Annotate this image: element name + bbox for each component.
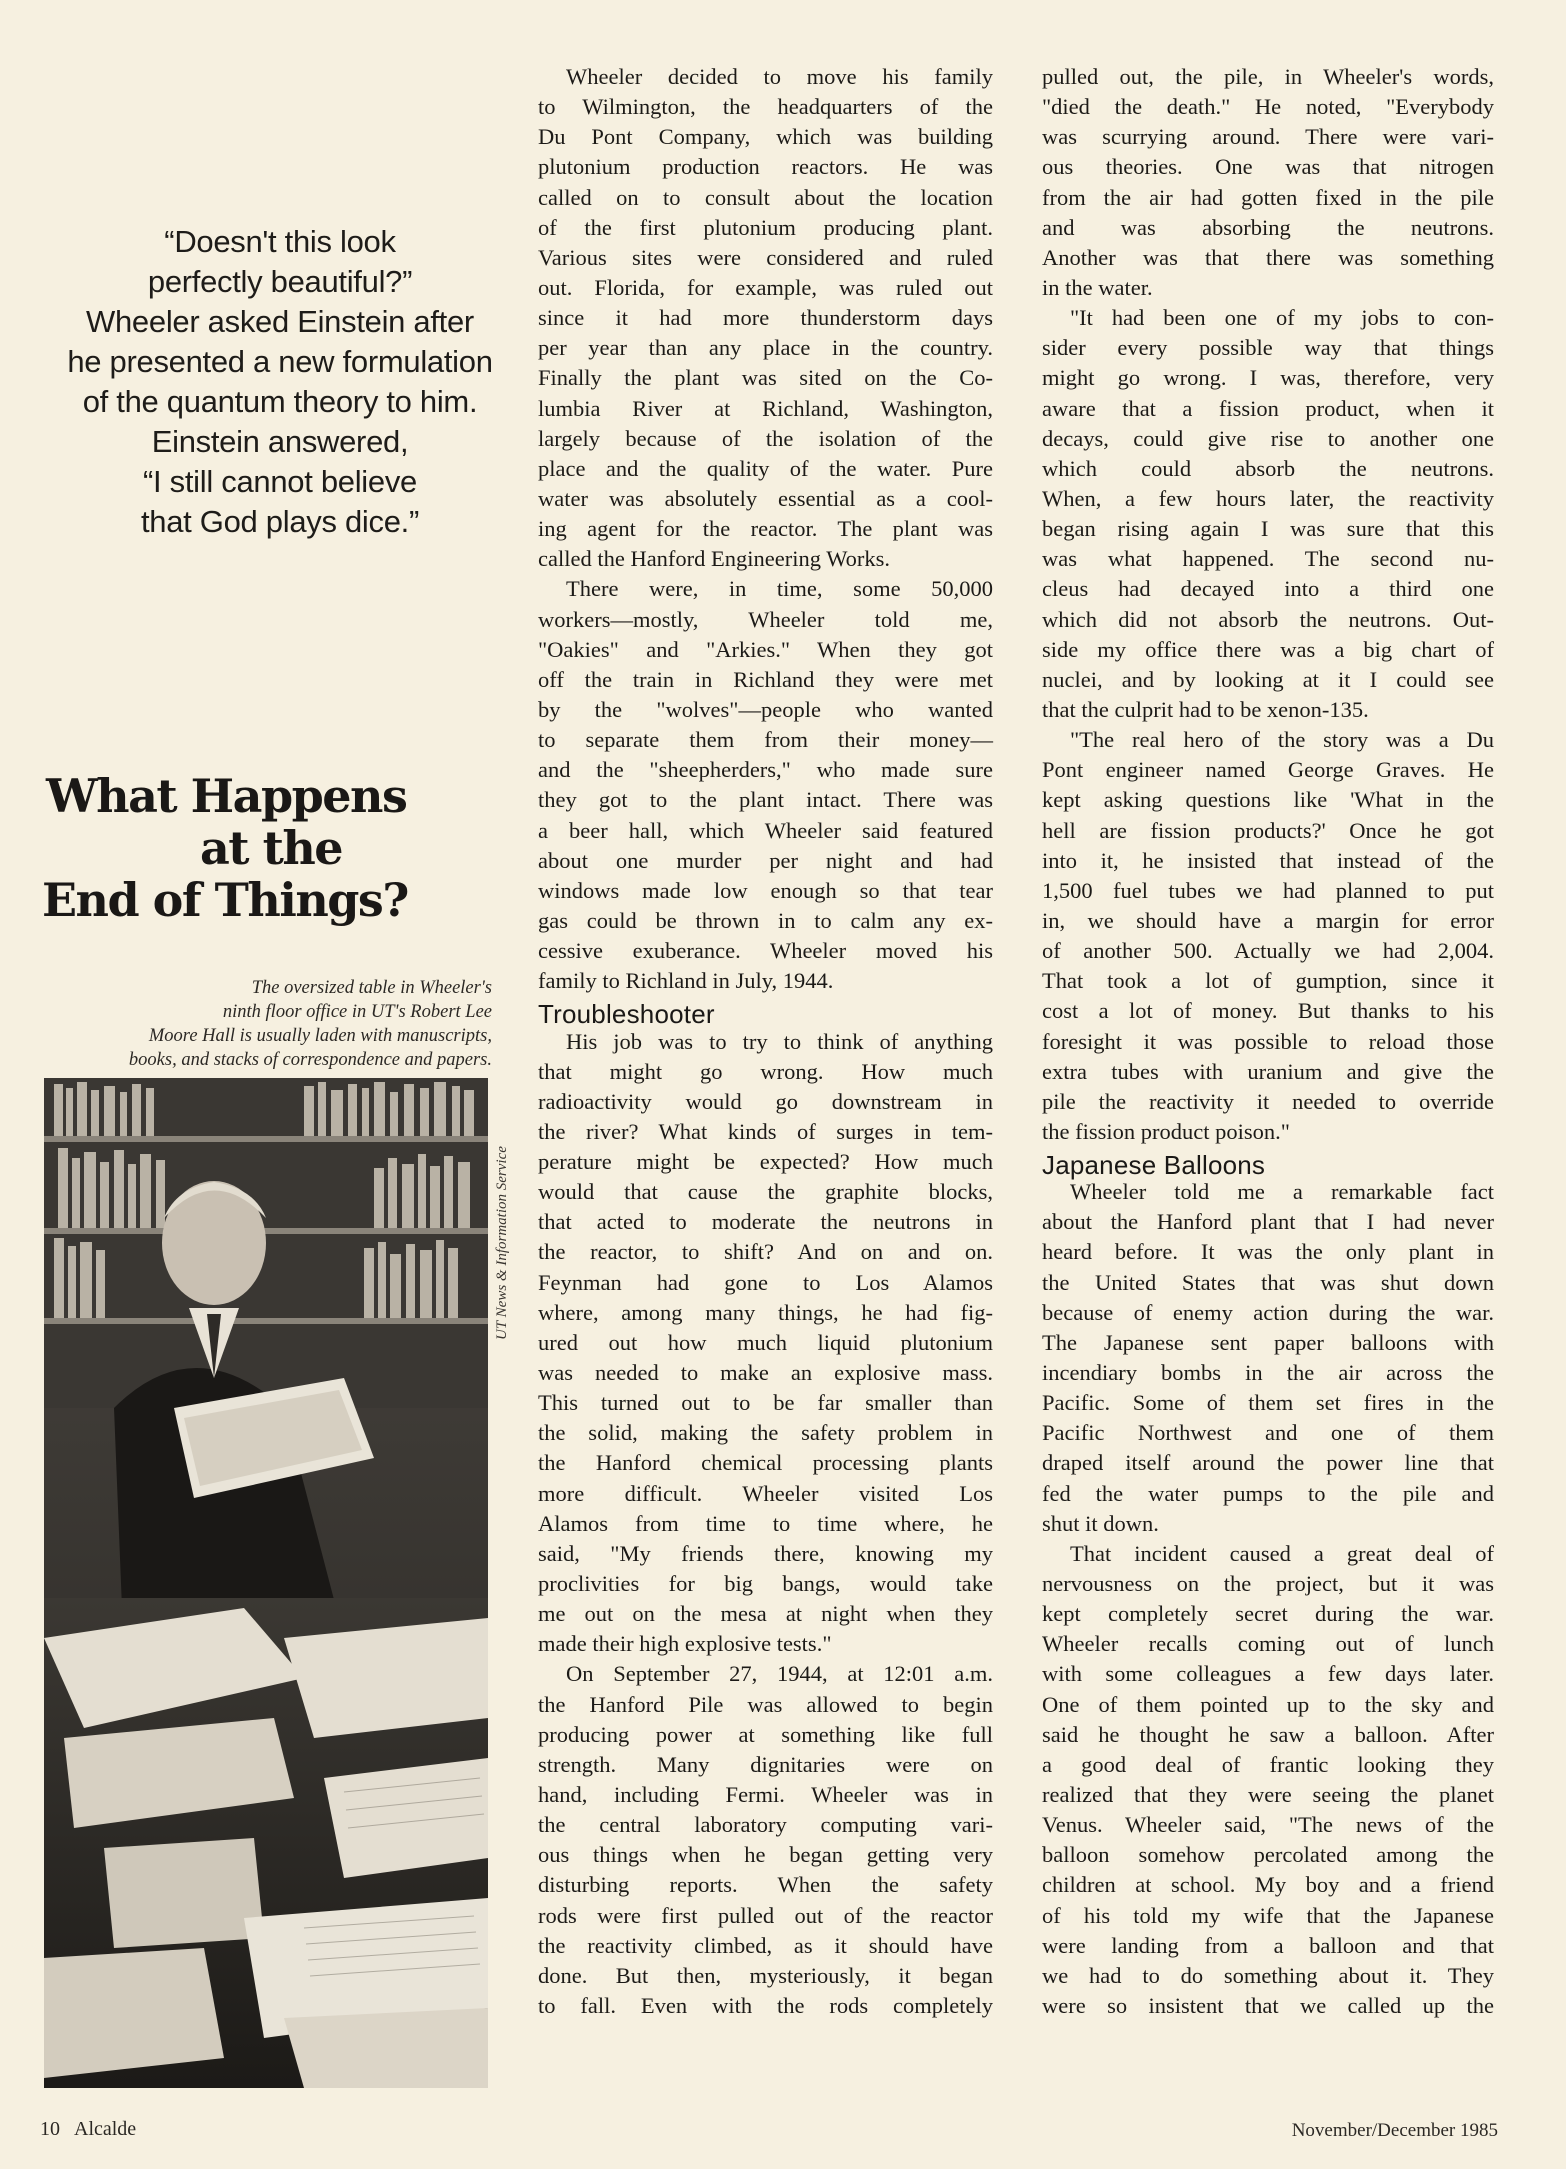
body-text-line: Du Pont Company, which was building: [538, 124, 993, 150]
body-text-line: "The real hero of the story was a Du: [1070, 727, 1494, 753]
body-text-line: On September 27, 1944, at 12:01 a.m.: [566, 1661, 993, 1687]
body-text-line: done. But then, mysteriously, it began: [538, 1962, 993, 1988]
body-text-line: Wheeler decided to move his family: [566, 64, 993, 89]
body-text-line: they got to the plant intact. There was: [538, 787, 993, 813]
headline-line: at the: [200, 821, 343, 875]
body-text-line: of the first plutonium producing plant.: [538, 214, 993, 240]
body-text-line: Feynman had gone to Los Alamos: [538, 1269, 993, 1295]
body-text-line: producing power at something like full: [538, 1721, 993, 1747]
body-text-line: hell are fission products?' Once he got: [1042, 817, 1494, 843]
body-text-line: "It had been one of my jobs to con-: [1070, 305, 1494, 331]
body-text-line: balloon somehow percolated among the: [1042, 1842, 1494, 1868]
body-text-line: One of them pointed up to the sky and: [1042, 1691, 1494, 1717]
headline-line: End of Things?: [42, 873, 408, 927]
body-text-line: children at school. My boy and a friend: [1042, 1872, 1494, 1898]
body-text-line: family to Richland in July, 1944.: [538, 968, 834, 994]
pull-quote-line: he presented a new formulation: [67, 344, 493, 379]
photo-caption: [40, 976, 492, 1072]
body-text-line: "Oakies" and "Arkies." When they got: [538, 636, 993, 662]
body-text-line: the river? What kinds of surges in tem-: [538, 1118, 993, 1144]
body-text-line: fed the water pumps to the pile and: [1042, 1480, 1494, 1506]
body-text-line: plutonium production reactors. He was: [538, 154, 993, 180]
body-text-line: When, a few hours later, the reactivity: [1042, 485, 1494, 511]
body-text-line: made their high explosive tests.": [538, 1631, 832, 1657]
caption-line: The oversized table in Wheeler's: [251, 978, 492, 998]
body-text-line: gas could be thrown in to calm any ex-: [538, 907, 993, 933]
body-text-line: windows made low enough so that tear: [538, 877, 993, 903]
body-text-line: cleus had decayed into a third one: [1042, 576, 1494, 602]
body-text-line: foresight it was possible to reload those: [1042, 1028, 1494, 1054]
body-text-line: Pacific. Some of them set fires in the: [1042, 1390, 1494, 1416]
body-text-line: aware that a fission product, when it: [1042, 395, 1494, 421]
section-subheading: Japanese Balloons: [1042, 1150, 1266, 1181]
body-text-line: water was absolutely essential as a cool-: [538, 485, 993, 511]
body-text-line: ured out how much liquid plutonium: [538, 1329, 993, 1355]
body-text-line: a good deal of frantic looking they: [1042, 1751, 1494, 1777]
body-text-line: and was absorbing the neutrons.: [1042, 214, 1494, 240]
body-text-line: the Hanford chemical processing plants: [538, 1450, 993, 1476]
body-text-line: extra tubes with uranium and give the: [1042, 1058, 1494, 1084]
body-text-line: decays, could give rise to another one: [1042, 425, 1494, 451]
body-text-line: the reactor, to shift? And on and on.: [538, 1239, 993, 1265]
body-text-line: about one murder per night and had: [538, 847, 993, 873]
body-text-line: that acted to moderate the neutrons in: [538, 1209, 993, 1235]
text-column-middle: [538, 62, 993, 2021]
body-text-line: heard before. It was the only plant in: [1042, 1239, 1494, 1265]
body-text-line: would that cause the graphite blocks,: [538, 1179, 993, 1205]
body-text-line: was needed to make an explosive mass.: [538, 1360, 993, 1386]
pull-quote-line: Einstein answered,: [151, 424, 409, 459]
body-text-line: we had to do something about it. They: [1042, 1962, 1494, 1988]
body-text-line: Wheeler told me a remarkable fact: [1070, 1179, 1494, 1205]
body-text-line: said he thought he saw a balloon. After: [1042, 1721, 1494, 1747]
caption-line: books, and stacks of correspondence and papers.: [128, 1050, 492, 1070]
body-text-line: incendiary bombs in the air across the: [1042, 1360, 1494, 1386]
body-text-line: perature might be expected? How much: [538, 1149, 993, 1175]
body-text-line: might go wrong. I was, therefore, very: [1042, 365, 1494, 391]
body-text-line: disturbing reports. When the safety: [538, 1872, 993, 1898]
body-text-line: in the water.: [1042, 274, 1153, 300]
body-text-line: off the train in Richland they were met: [538, 666, 993, 692]
body-text-line: that might go wrong. How much: [538, 1058, 993, 1084]
body-text-line: This turned out to be far smaller than: [538, 1390, 993, 1416]
pull-quote-line: perfectly beautiful?”: [147, 264, 413, 299]
body-text-line: proclivities for big bangs, would take: [538, 1571, 993, 1597]
body-text-line: shut it down.: [1042, 1510, 1159, 1536]
body-text-line: rods were first pulled out of the reactor: [538, 1902, 993, 1928]
body-text-line: Venus. Wheeler said, "The news of the: [1042, 1812, 1494, 1838]
body-text-line: which did not absorb the neutrons. Out-: [1042, 606, 1494, 632]
body-text-line: That incident caused a great deal of: [1070, 1540, 1494, 1566]
body-text-line: in, we should have a margin for error: [1042, 907, 1494, 933]
body-text-line: kept asking questions like 'What in the: [1042, 787, 1494, 813]
page-number: 10: [40, 2118, 60, 2140]
body-text-line: and the "sheepherders," who made sure: [538, 757, 993, 783]
page-footer-left: [40, 2118, 136, 2141]
body-text-line: hand, including Fermi. Wheeler was in: [538, 1782, 993, 1808]
body-text-line: were so insistent that we called up the: [1042, 1993, 1494, 2018]
body-text-line: from the air had gotten fixed in the pile: [1042, 184, 1494, 210]
body-text-line: a beer hall, which Wheeler said featured: [538, 817, 993, 843]
body-text-line: per year than any place in the country.: [538, 335, 993, 361]
body-text-line: since it had more thunderstorm days: [538, 305, 993, 331]
body-text-line: There were, in time, some 50,000: [566, 576, 993, 602]
pull-quote: [60, 222, 500, 542]
body-text-line: called on to consult about the location: [538, 184, 993, 210]
body-text-line: The Japanese sent paper balloons with: [1042, 1329, 1494, 1355]
issue-date: November/December 1985: [1291, 2120, 1498, 2141]
body-text-line: nuclei, and by looking at it I could see: [1042, 666, 1494, 692]
body-text-line: of another 500. Actually we had 2,004.: [1042, 938, 1494, 964]
body-text-line: to separate them from their money—: [538, 727, 993, 753]
body-text-line: pulled out, the pile, in Wheeler's words,: [1042, 64, 1494, 89]
body-text-line: to Wilmington, the headquarters of the: [538, 94, 993, 120]
pull-quote-line: “Doesn't this look: [164, 224, 396, 259]
body-text-line: pile the reactivity it needed to override: [1042, 1088, 1494, 1114]
body-text-line: called the Hanford Engineering Works.: [538, 546, 891, 572]
photo-credit: UT News & Information Service: [494, 1146, 510, 1340]
body-text-line: draped itself around the power line that: [1042, 1450, 1494, 1476]
body-text-line: ous theories. One was that nitrogen: [1042, 154, 1494, 180]
caption-line: ninth floor office in UT's Robert Lee: [222, 1002, 492, 1022]
body-text-line: workers—mostly, Wheeler told me,: [538, 606, 993, 632]
office-photo: [44, 1078, 488, 2088]
body-text-line: nervousness on the project, but it was: [1042, 1571, 1494, 1597]
section-subheading: Troubleshooter: [538, 999, 715, 1030]
body-text-line: 1,500 fuel tubes we had planned to put: [1042, 877, 1494, 903]
body-text-line: that the culprit had to be xenon-135.: [1042, 696, 1369, 722]
pull-quote-line: that God plays dice.”: [140, 504, 419, 539]
body-text-line: the solid, making the safety problem in: [538, 1420, 993, 1446]
pull-quote-line: “I still cannot believe: [143, 464, 417, 499]
body-text-line: the United States that was shut down: [1042, 1269, 1494, 1295]
body-text-line: ous things when he began getting very: [538, 1842, 993, 1868]
body-text-line: strength. Many dignitaries were on: [538, 1751, 993, 1777]
body-text-line: where, among many things, he had fig-: [538, 1299, 993, 1325]
body-text-line: place and the quality of the water. Pure: [538, 455, 993, 481]
body-text-line: Finally the plant was sited on the Co-: [538, 365, 993, 391]
body-text-line: out. Florida, for example, was ruled out: [538, 274, 993, 300]
pull-quote-line: Wheeler asked Einstein after: [86, 304, 474, 339]
body-text-line: Various sites were considered and ruled: [538, 244, 993, 270]
body-text-line: Pacific Northwest and one of them: [1042, 1420, 1494, 1446]
body-text-line: "died the death." He noted, "Everybody: [1042, 94, 1494, 120]
body-text-line: Alamos from time to time where, he: [538, 1510, 993, 1536]
office-photo-image: [44, 1078, 488, 2088]
body-text-line: me out on the mesa at night when they: [538, 1601, 993, 1627]
body-text-line: Pont engineer named George Graves. He: [1042, 757, 1494, 783]
body-text-line: realized that they were seeing the planet: [1042, 1782, 1494, 1808]
body-text-line: to fall. Even with the rods completely: [538, 1993, 993, 2018]
body-text-line: radioactivity would go downstream in: [538, 1088, 993, 1114]
caption-line: Moore Hall is usually laden with manuscripts,: [148, 1026, 492, 1046]
body-text-line: were landing from a balloon and that: [1042, 1932, 1494, 1958]
body-text-line: began rising again I was sure that this: [1042, 516, 1494, 542]
body-text-line: kept completely secret during the war.: [1042, 1601, 1494, 1627]
body-text-line: about the Hanford plant that I had never: [1042, 1209, 1494, 1235]
text-column-right: [1042, 62, 1494, 2021]
body-text-line: sider every possible way that things: [1042, 335, 1494, 361]
pull-quote-line: of the quantum theory to him.: [82, 384, 478, 419]
body-text-line: Wheeler recalls coming out of lunch: [1042, 1631, 1494, 1657]
headline-line: What Happens: [46, 769, 407, 823]
body-text-line: of his told my wife that the Japanese: [1042, 1902, 1494, 1928]
body-text-line: the central laboratory computing vari-: [538, 1812, 993, 1838]
article-headline: [42, 769, 408, 927]
body-text-line: was what happened. The second nu-: [1042, 546, 1494, 572]
body-text-line: largely because of the isolation of the: [538, 425, 993, 451]
body-text-line: by the "wolves"—people who wanted: [538, 696, 993, 722]
body-text-line: the Hanford Pile was allowed to begin: [538, 1691, 993, 1717]
body-text-line: was scurrying around. There were vari-: [1042, 124, 1494, 150]
body-text-line: with some colleagues a few days later.: [1042, 1661, 1494, 1687]
publication-name: Alcalde: [74, 2118, 137, 2140]
body-text-line: into it, he insisted that instead of the: [1042, 847, 1494, 873]
body-text-line: said, "My friends there, knowing my: [538, 1540, 993, 1566]
body-text-line: lumbia River at Richland, Washington,: [538, 395, 993, 421]
body-text-line: His job was to try to think of anything: [566, 1028, 993, 1054]
body-text-line: ing agent for the reactor. The plant was: [538, 516, 993, 542]
body-text-line: more difficult. Wheeler visited Los: [538, 1480, 993, 1506]
body-text-line: which could absorb the neutrons.: [1042, 455, 1494, 481]
body-text-line: because of enemy action during the war.: [1042, 1299, 1494, 1325]
body-text-line: side my office there was a big chart of: [1042, 636, 1494, 662]
body-text-line: the reactivity climbed, as it should have: [538, 1932, 993, 1958]
body-text-line: That took a lot of gumption, since it: [1042, 968, 1494, 994]
body-text-line: Another was that there was something: [1042, 244, 1494, 270]
body-text-line: the fission product poison.": [1042, 1118, 1290, 1144]
body-text-line: cessive exuberance. Wheeler moved his: [538, 938, 993, 964]
body-text-line: cost a lot of money. But thanks to his: [1042, 998, 1494, 1024]
